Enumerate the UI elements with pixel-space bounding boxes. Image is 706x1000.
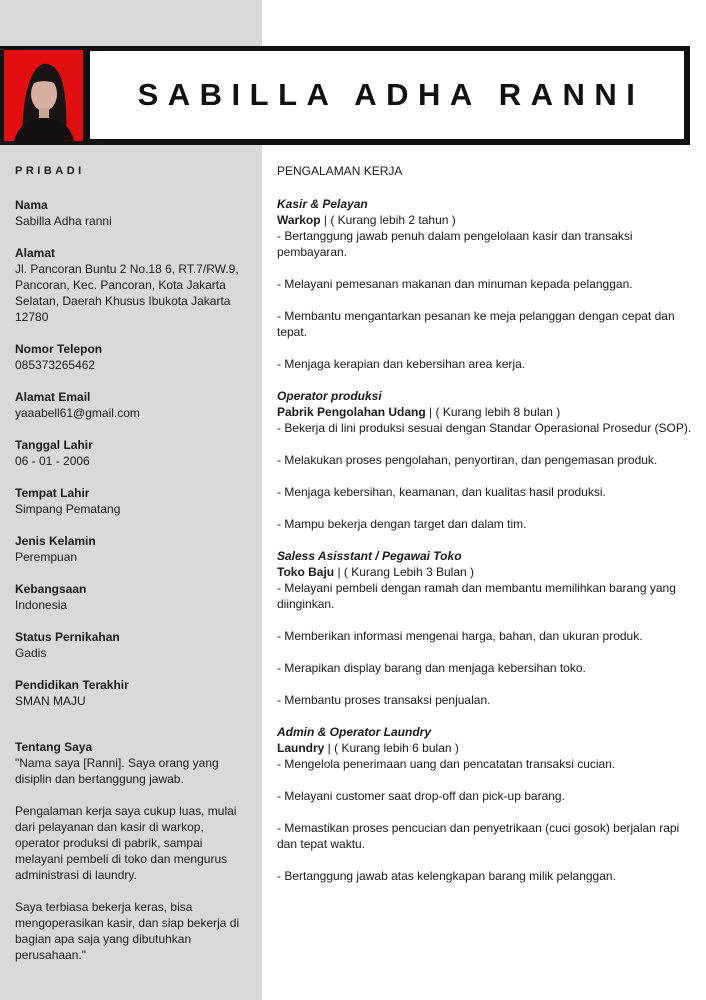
about-label: Tentang Saya: [15, 740, 93, 754]
field-label: Nama: [15, 198, 48, 212]
job-position: Operator produksi: [277, 389, 382, 403]
about-paragraph: Saya terbiasa bekerja keras, bisa mengoperasikan kasir, dan siap bekerja di bagian apa saja yang dibutuhkan perusahaan.": [15, 900, 240, 962]
field-birth-place: [15, 485, 247, 517]
job-duration: | ( Kurang lebih 2 tahun ): [320, 213, 456, 227]
field-label: Kebangsaan: [15, 582, 87, 596]
job-duties: [277, 228, 692, 372]
experience-section: [277, 163, 692, 900]
job-duty: - Bekerja di lini produksi sesuai dengan Standar Operasional Prosedur (SOP).: [277, 421, 692, 435]
job-duty: - Membantu mengantarkan pesanan ke meja pelanggan dengan cepat dan tepat.: [277, 309, 675, 339]
field-value: 085373265462: [15, 358, 96, 372]
job-duty: - Menjaga kebersihan, keamanan, dan kualitas hasil produksi.: [277, 485, 606, 499]
field-value: Perempuan: [15, 550, 78, 564]
job-duration: | ( Kurang Lebih 3 Bulan ): [334, 565, 474, 579]
job-company: Laundry: [277, 741, 325, 755]
job-duty: - Melayani pemesanan makanan dan minuman kepada pelanggan.: [277, 277, 633, 291]
job-duties: [277, 756, 692, 884]
field-value: SMAN MAJU: [15, 694, 86, 708]
job-duty: - Melayani customer saat drop-off dan pick-up barang.: [277, 789, 565, 803]
job-position: Saless Asisstant / Pegawai Toko: [277, 549, 462, 563]
job-company: Pabrik Pengolahan Udang: [277, 405, 426, 419]
personal-section-title: PRIBADI: [15, 165, 85, 177]
field-value: Sabilla Adha ranni: [15, 214, 112, 228]
field-birth-date: [15, 437, 247, 469]
job-entry: [277, 724, 692, 884]
field-address: [15, 245, 247, 325]
job-duty: - Menjaga kerapian dan kebersihan area kerja.: [277, 357, 526, 371]
job-duty: - Bertanggung jawab atas kelengkapan barang milik pelanggan.: [277, 869, 616, 883]
name-box: [90, 51, 684, 139]
job-duty: - Memastikan proses pencucian dan penyetrikaan (cuci gosok) berjalan rapi dan tepat waktu.: [277, 821, 680, 851]
job-duty: - Mampu bekerja dengan target dan dalam tim.: [277, 517, 527, 531]
job-duty: - Mengelola penerimaan uang dan pencatatan transaksi cucian.: [277, 757, 616, 771]
job-duties: [277, 580, 692, 708]
job-duty: - Bertanggung jawab penuh dalam pengelolaan kasir dan transaksi pembayaran.: [277, 229, 633, 259]
field-label: Alamat: [15, 246, 56, 260]
field-value: Jl. Pancoran Buntu 2 No.18 6, RT.7/RW.9, Pancoran, Kec. Pancoran, Kota Jakarta Selatan, Daerah Khusus Ibukota Jakarta 12780: [15, 262, 239, 324]
about-paragraph: "Nama saya [Ranni]. Saya orang yang disiplin dan bertanggung jawab.: [15, 756, 219, 786]
field-marital-status: [15, 629, 247, 661]
candidate-name: SABILLA ADHA RANNI: [137, 77, 645, 112]
job-company-line: [277, 740, 692, 756]
job-duration: | ( Kurang lebih 6 bulan ): [324, 741, 459, 755]
field-label: Jenis Kelamin: [15, 534, 96, 548]
job-position: Kasir & Pelayan: [277, 197, 368, 211]
job-entry: [277, 196, 692, 372]
job-position: Admin & Operator Laundry: [277, 725, 432, 739]
job-company: Warkop: [277, 213, 321, 227]
field-value: Gadis: [15, 646, 47, 660]
personal-section: [15, 163, 247, 979]
job-duty: - Melakukan proses pengolahan, penyortiran, dan pengemasan produk.: [277, 453, 658, 467]
job-duty: - Memberikan informasi mengenai harga, bahan, dan ukuran produk.: [277, 629, 643, 643]
field-email: [15, 389, 247, 421]
field-name: [15, 197, 247, 229]
job-duty: - Membantu proses transaksi penjualan.: [277, 693, 491, 707]
field-education: [15, 677, 247, 709]
field-label: Tanggal Lahir: [15, 438, 93, 452]
about-paragraph: Pengalaman kerja saya cukup luas, mulai dari pelayanan dan kasir di warkop, operator produksi di pabrik, sampai melayani pembeli di toko dan mengurus administrasi di laundry.: [15, 804, 237, 882]
field-value: 06 - 01 - 2006: [15, 454, 90, 468]
field-value: yaaabell61@gmail.com: [15, 406, 140, 420]
job-company-line: [277, 212, 692, 228]
job-company-line: [277, 564, 692, 580]
field-gender: [15, 533, 247, 565]
experience-section-title: PENGALAMAN KERJA: [277, 164, 403, 178]
job-company: Toko Baju: [277, 565, 335, 579]
job-duty: - Melayani pembeli dengan ramah dan membantu memilihkan barang yang diinginkan.: [277, 581, 676, 611]
job-duration: | ( Kurang lebih 8 bulan ): [425, 405, 561, 419]
field-value: Indonesia: [15, 598, 68, 612]
field-label: Tempat Lahir: [15, 486, 90, 500]
field-value: Simpang Pematang: [15, 502, 121, 516]
field-label: Status Pernikahan: [15, 630, 120, 644]
field-nationality: [15, 581, 247, 613]
field-label: Nomor Telepon: [15, 342, 103, 356]
field-label: Pendidikan Terakhir: [15, 678, 129, 692]
job-entry: [277, 388, 692, 532]
job-duty: - Merapikan display barang dan menjaga kebersihan toko.: [277, 661, 586, 675]
about-section: [15, 739, 247, 963]
field-phone: [15, 341, 247, 373]
job-entry: [277, 548, 692, 708]
job-company-line: [277, 404, 692, 420]
field-label: Alamat Email: [15, 390, 91, 404]
job-duties: [277, 420, 692, 532]
profile-photo: [4, 50, 83, 141]
